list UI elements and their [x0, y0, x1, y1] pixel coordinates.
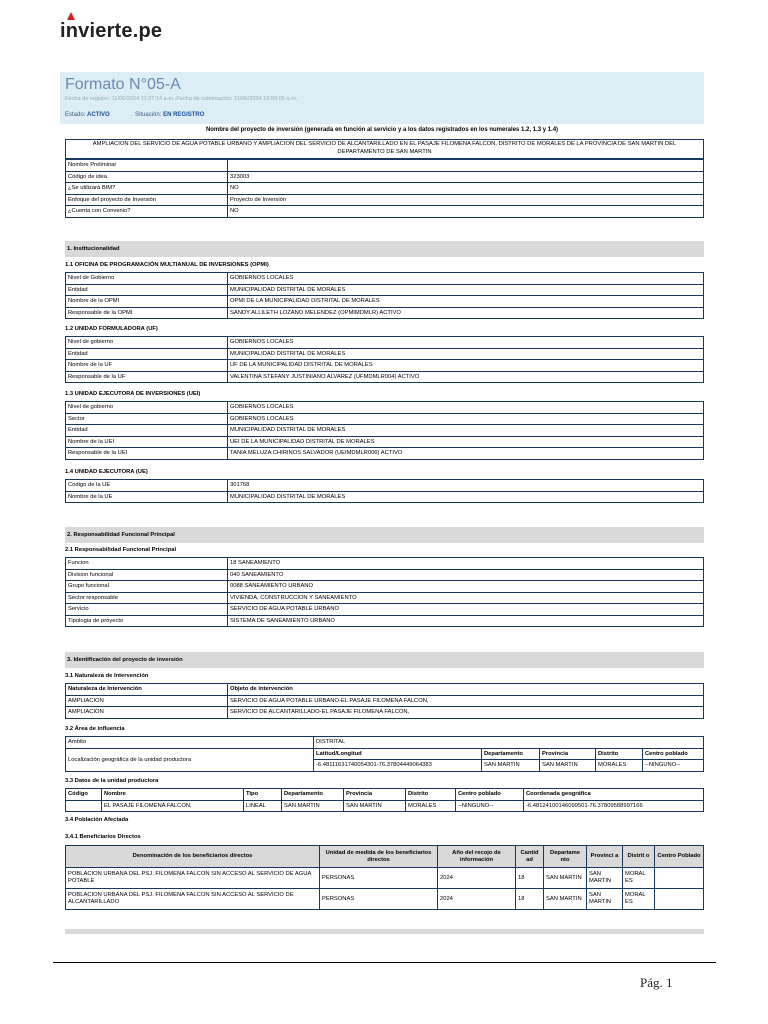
- table-cell: --NINGUNO--: [456, 800, 524, 812]
- field-label: Responsable de la OPMI: [66, 307, 228, 319]
- field-label: Division funcional: [66, 569, 228, 581]
- table-cell: SAN MARTIN: [544, 889, 587, 910]
- field-value: SERVICIO DE AGUA POTABLE URBANO-EL PASAJE FILOMENA FALCON,: [228, 695, 704, 707]
- field-value: 0088 SANEAMIENTO URBANO: [228, 581, 704, 593]
- table-cell: SAN MARTIN: [344, 800, 406, 812]
- column-header: Coordenada geográfica: [524, 789, 704, 801]
- table-row: [66, 402, 704, 414]
- uei-table: [65, 401, 704, 460]
- table-row: [66, 171, 704, 183]
- field-label: Sector: [66, 413, 228, 425]
- table-row: [66, 160, 704, 172]
- column-header: Tipo: [244, 789, 282, 801]
- centro-poblado-value: --NINGUNO--: [643, 760, 704, 772]
- area-heading: 3.2 Área de influencia: [65, 726, 125, 732]
- column-header: Centro Poblado: [655, 846, 704, 868]
- status-line: [65, 112, 204, 118]
- column-header: Departamento: [282, 789, 344, 801]
- table-cell: [655, 868, 704, 889]
- column-header: Cantid ad: [516, 846, 544, 868]
- logo-arrow-icon: [67, 12, 75, 20]
- unidad-productora-table: [65, 788, 704, 812]
- unidad-productora-heading: 3.3 Datos de la unidad productora: [65, 778, 159, 784]
- field-label: Nombre de la UF: [66, 360, 228, 372]
- column-header: Distrito: [406, 789, 456, 801]
- field-label: Tipologia de proyecto: [66, 615, 228, 627]
- field-value: UF DE LA MUNICIPALIDAD DISTRITAL DE MORALES: [228, 360, 704, 372]
- column-header: Provincia: [344, 789, 406, 801]
- table-row: [66, 480, 704, 492]
- field-value: 301768: [228, 480, 704, 492]
- field-label: Grupo funcional: [66, 581, 228, 593]
- provincia-header: Provincia: [540, 748, 596, 760]
- field-value: MUNICIPALIDAD DISTRITAL DE MORALES: [228, 284, 704, 296]
- field-value: TANIA MELUZA CHIRINOS SALVADOR (UEIMDMLR006) ACTIVO: [228, 448, 704, 460]
- table-row: [66, 307, 704, 319]
- table-row: [66, 491, 704, 503]
- naturaleza-table: [65, 683, 704, 719]
- field-label: Nombre de la OPMI: [66, 296, 228, 308]
- field-label: Nombre de la UE: [66, 491, 228, 503]
- table-row: [66, 183, 704, 195]
- table-row: [66, 273, 704, 285]
- uf-table: [65, 336, 704, 383]
- ambito-value: DISTRITAL: [314, 737, 704, 749]
- table-cell: SAN MARTIN: [282, 800, 344, 812]
- table-row: [66, 371, 704, 383]
- field-value: NO: [228, 183, 704, 195]
- table-cell: SAN MARTIN: [587, 889, 623, 910]
- ue-heading: 1.4 UNIDAD EJECUTORA (UE): [65, 469, 148, 475]
- field-value: MUNICIPALIDAD DISTRITAL DE MORALES: [228, 491, 704, 503]
- column-header: Distrit o: [623, 846, 655, 868]
- provincia-value: SAN MARTIN: [540, 760, 596, 772]
- distrito-value: MORALES: [596, 760, 643, 772]
- table-row: [66, 337, 704, 349]
- departamento-value: SAN MARTIN: [482, 760, 540, 772]
- format-title: Formato N°05-A: [65, 76, 181, 93]
- table-cell: MORALES: [406, 800, 456, 812]
- field-label: Enfoque del proyecto de Inversión: [66, 194, 228, 206]
- table-cell: [655, 889, 704, 910]
- objeto-header: Objeto de intervención: [228, 684, 704, 696]
- beneficiarios-heading: 3.4.1 Beneficiarios Directos: [65, 834, 141, 840]
- table-cell: 18: [516, 868, 544, 889]
- ambito-label: Ambito: [66, 737, 314, 749]
- table-cell: SAN MARTIN: [587, 868, 623, 889]
- uf-heading: 1.2 UNIDAD FORMULADORA (UF): [65, 326, 158, 332]
- situacion-value: EN REGISTRO: [163, 112, 205, 118]
- table-cell: POBLACION URBANA DEL PSJ. FILOMENA FALCON SIN ACCESO AL SERVICIO DE AGUA POTABLE: [66, 868, 320, 889]
- table-row: [66, 558, 704, 570]
- situacion-label: Situación:: [135, 112, 162, 118]
- area-influencia-table: [65, 736, 704, 772]
- table-row: [66, 413, 704, 425]
- column-header: Centro poblado: [456, 789, 524, 801]
- field-value: GOBIERNOS LOCALES: [228, 413, 704, 425]
- field-value: MUNICIPALIDAD DISTRITAL DE MORALES: [228, 348, 704, 360]
- table-row: [66, 348, 704, 360]
- ue-table: [65, 479, 704, 503]
- field-label: AMPLIACION: [66, 707, 228, 719]
- table-row: [66, 604, 704, 616]
- field-label: Entidad: [66, 284, 228, 296]
- poblacion-heading: 3.4 Población Afectada: [65, 817, 129, 823]
- table-row: [66, 707, 704, 719]
- column-header: Unidad de medida de los beneficiarios directos: [320, 846, 438, 868]
- field-value: VIVIENDA, CONSTRUCCION Y SANEAMIENTO: [228, 592, 704, 604]
- field-label: AMPLIACION: [66, 695, 228, 707]
- centro-poblado-header: Centro poblado: [643, 748, 704, 760]
- field-label: Responsable de la UEI: [66, 448, 228, 460]
- field-value: GOBIERNOS LOCALES: [228, 337, 704, 349]
- field-value: SERVICIO DE ALCANTARILLADO-EL PASAJE FILOMENA FALCON,: [228, 707, 704, 719]
- section-1-title: 1. Institucionalidad: [65, 241, 704, 257]
- field-value: OPMI DE LA MUNICIPALIDAD DISTRITAL DE MORALES: [228, 296, 704, 308]
- column-header: Departame nto: [544, 846, 587, 868]
- field-label: Codigo de la UE: [66, 480, 228, 492]
- table-cell: [66, 800, 102, 812]
- table-row: [66, 592, 704, 604]
- section-2-title: 2. Responsabilidad Funcional Principal: [65, 527, 704, 543]
- table-cell: PERSONAS: [320, 889, 438, 910]
- field-value: Proyecto de Inversión: [228, 194, 704, 206]
- field-value: UEI DE LA MUNICIPALIDAD DISTRITAL DE MORALES: [228, 436, 704, 448]
- table-row: [66, 569, 704, 581]
- rfp-table: [65, 557, 704, 627]
- field-value: VALENTINA STEFANY JUSTINIANO ALVAREZ (UFMDMLR004) ACTIVO: [228, 371, 704, 383]
- field-value: GOBIERNOS LOCALES: [228, 273, 704, 285]
- field-value: MUNICIPALIDAD DISTRITAL DE MORALES: [228, 425, 704, 437]
- table-row: [66, 206, 704, 218]
- project-name: AMPLIACION DEL SERVICIO DE AGUA POTABLE URBANO Y AMPLIACION DEL SERVICIO DE ALCANTARILLADO EN EL PASAJE FILOMENA FALCON, DISTRITO DE MORALES DE LA PROVINCIA DE SAN MARTIN DEL DEPARTAMENTO DE SAN MARTIN: [65, 139, 704, 159]
- table-cell: 2024: [438, 889, 516, 910]
- footer-rule: [53, 962, 716, 963]
- field-label: Entidad: [66, 425, 228, 437]
- field-value: SERVICIO DE AGUA POTABLE URBANO: [228, 604, 704, 616]
- beneficiarios-table: [65, 845, 704, 910]
- field-value: GOBIERNOS LOCALES: [228, 402, 704, 414]
- column-header: Año del recojo de información: [438, 846, 516, 868]
- localizacion-label: Localización geográfica de la unidad productora: [66, 748, 314, 771]
- table-cell: -6.48124100146099501-76.37809588997166: [524, 800, 704, 812]
- field-label: Nivel de gobierno: [66, 337, 228, 349]
- field-label: Nivel de gobierno: [66, 402, 228, 414]
- field-label: Responsable de la UF: [66, 371, 228, 383]
- footer-bar: [65, 929, 704, 934]
- latlon-header: Latitud/Longitud: [314, 748, 482, 760]
- table-row: [66, 425, 704, 437]
- field-label: Sector responsable: [66, 592, 228, 604]
- uei-heading: 1.3 UNIDAD EJECUTORA DE INVERSIONES (UEI): [65, 391, 201, 397]
- table-row: [66, 436, 704, 448]
- naturaleza-header: Naturaleza de Intervención: [66, 684, 228, 696]
- table-cell: PERSONAS: [320, 868, 438, 889]
- registration-dates: Fecha de registro: 11/06/2024 11:37:14 a.m.-Fecha de culminación: 11/06/2024 10:50:05 a.m.: [65, 96, 298, 102]
- table-cell: SAN MARTIN: [544, 868, 587, 889]
- field-label: ¿Cuenta con Convenio?: [66, 206, 228, 218]
- table-row: [66, 448, 704, 460]
- table-row: [66, 868, 704, 889]
- field-label: Nivel de Gobierno: [66, 273, 228, 285]
- field-label: Código de idea: [66, 171, 228, 183]
- opmi-heading: 1.1 OFICINA DE PROGRAMACIÓN MULTIANUAL DE INVERSIONES (OPMI): [65, 262, 269, 268]
- table-row: [66, 284, 704, 296]
- estado-value: ACTIVO: [87, 112, 110, 118]
- logo-text: invierte.pe: [60, 20, 163, 42]
- table-cell: MORAL ES: [623, 868, 655, 889]
- field-value: 18 SANEAMIENTO: [228, 558, 704, 570]
- project-name-heading: Nombre del proyecto de inversión (generada en función al servicio y a los datos registrados en los numerales 1.2, 1.3 y 1.4): [205, 127, 559, 133]
- table-row: [66, 695, 704, 707]
- table-row: [66, 360, 704, 372]
- project-info-table: [65, 159, 704, 218]
- table-cell: MORAL ES: [623, 889, 655, 910]
- table-cell: 2024: [438, 868, 516, 889]
- departamento-header: Departamento: [482, 748, 540, 760]
- table-row: [66, 194, 704, 206]
- latlon-value: -6.48111631740054301-76.37804449064383: [314, 760, 482, 772]
- field-value: 040 SANEAMIENTO: [228, 569, 704, 581]
- field-value: 323003: [228, 171, 704, 183]
- table-row: [66, 581, 704, 593]
- table-cell: POBLACION URBANA DEL PSJ. FILOMENA FALCON SIN ACCESO AL SERVICIO DE ALCANTARILLADO: [66, 889, 320, 910]
- opmi-table: [65, 272, 704, 319]
- field-label: Nombre de la UEI: [66, 436, 228, 448]
- column-header: Código: [66, 789, 102, 801]
- table-row: [66, 615, 704, 627]
- column-header: Provinci a: [587, 846, 623, 868]
- column-header: Denominación de los beneficiarios directos: [66, 846, 320, 868]
- table-cell: EL PASAJE FILOMENA FALCON,: [102, 800, 244, 812]
- column-header: Nombre: [102, 789, 244, 801]
- table-row: [66, 889, 704, 910]
- table-cell: 18: [516, 889, 544, 910]
- field-value: SISTEMA DE SANEAMIENTO URBANO: [228, 615, 704, 627]
- rfp-heading: 2.1 Responsabilidad Funcional Principal: [65, 547, 177, 553]
- field-value: SANDY ALLILETH LOZANO MELENDEZ (OPMIMDMLR) ACTIVO: [228, 307, 704, 319]
- section-3-title: 3. Identificación del proyecto de inversión: [65, 652, 704, 668]
- distrito-header: Distrito: [596, 748, 643, 760]
- field-value: [228, 160, 704, 172]
- naturaleza-heading: 3.1 Naturaleza de Intervención: [65, 673, 149, 679]
- field-label: ¿Se utilizará BIM?: [66, 183, 228, 195]
- estado-label: Estado:: [65, 112, 86, 118]
- field-label: Entidad: [66, 348, 228, 360]
- page-number: Pág. 1: [640, 975, 673, 990]
- field-label: Funcion: [66, 558, 228, 570]
- field-value: NO: [228, 206, 704, 218]
- table-row: [66, 296, 704, 308]
- field-label: Servicio: [66, 604, 228, 616]
- field-label: Nombre Preliminar: [66, 160, 228, 172]
- table-cell: LINEAL: [244, 800, 282, 812]
